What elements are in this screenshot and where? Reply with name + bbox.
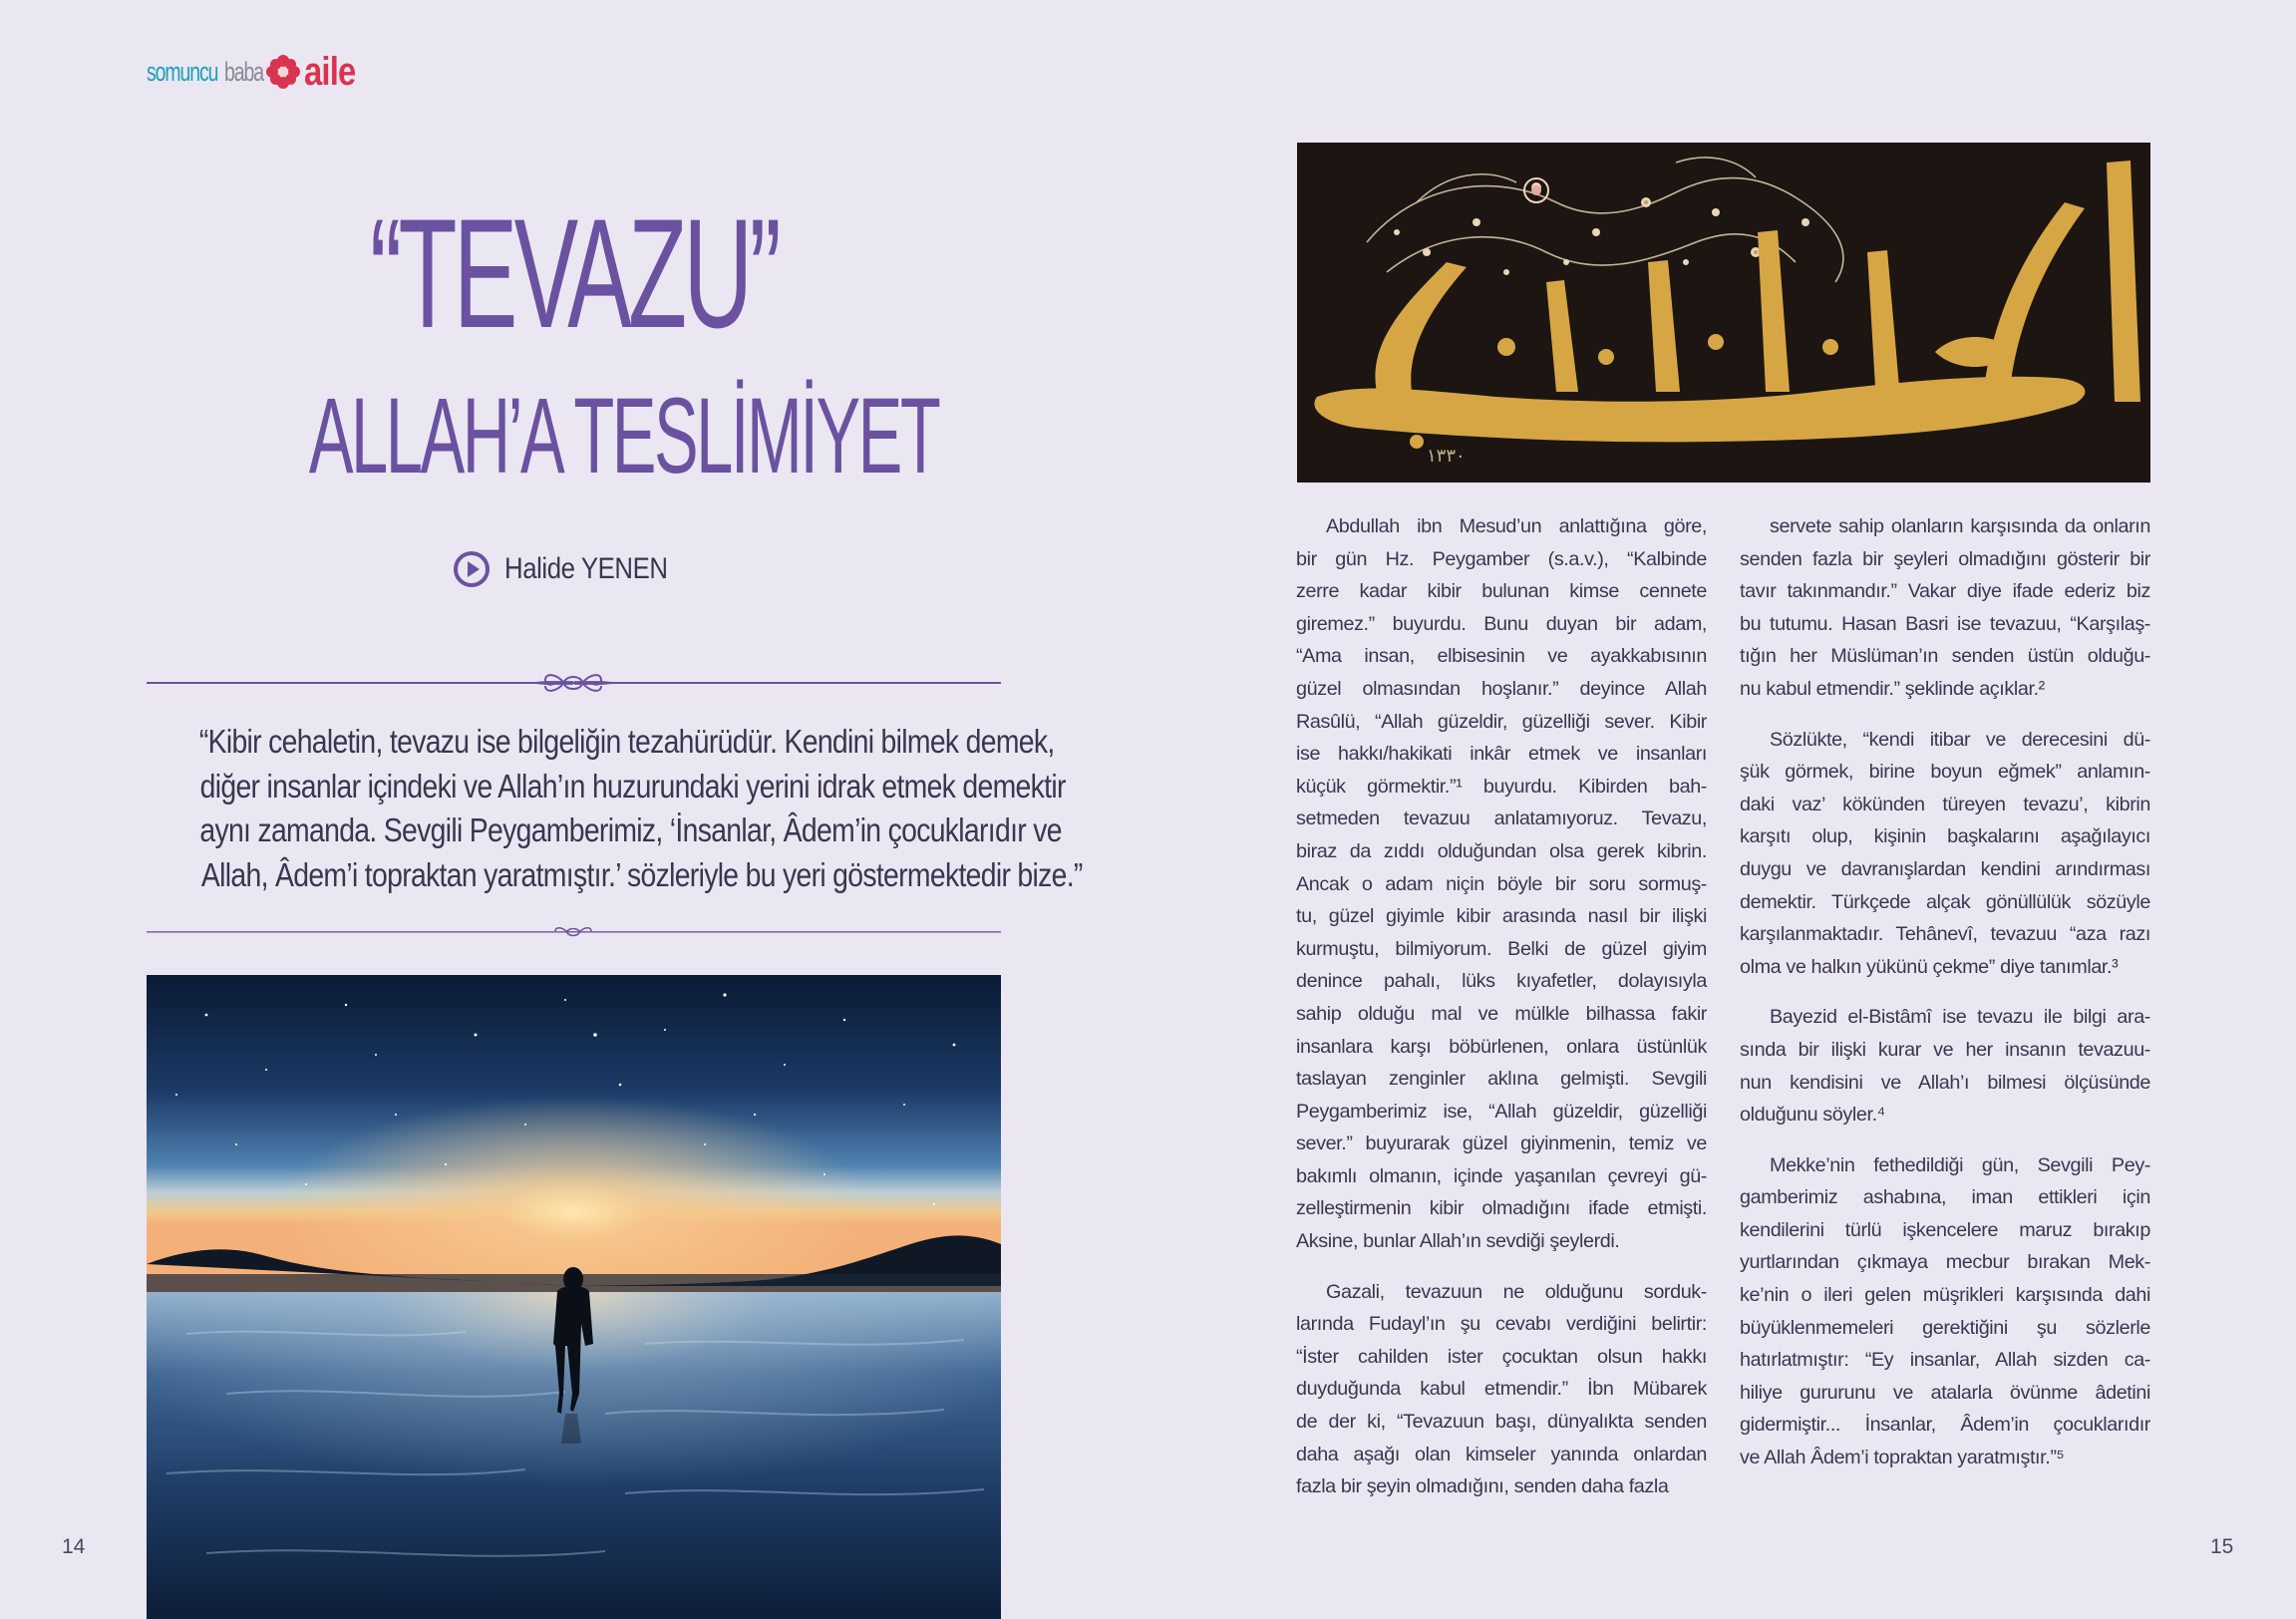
body-line: Sözlükte, “kendi itibar ve derecesini dü- — [1770, 728, 2150, 751]
brand-part-somuncu: somuncu — [147, 56, 218, 87]
body-line: ve Allah Âdem’i topraktan yaratmıştır.”⁵ — [1740, 1447, 2065, 1469]
body-line: karşıtı olup, kişinin başkalarını aşağılayıcı — [1740, 825, 2150, 848]
body-column-left — [1296, 510, 1707, 1521]
pull-quote — [130, 720, 1083, 897]
body-line: duyduğunda kabul etmendir.” İbn Mübarek — [1296, 1378, 1707, 1401]
body-paragraph — [1740, 510, 2150, 706]
body-line: “Ama insan, elbisesinin ve ayakkabısının — [1296, 645, 1707, 668]
body-line: Ancak o adam niçin böyle bir soru sormuş- — [1296, 872, 1707, 895]
body-line: demektir. Türkçede alçak gönüllülük sözüyle — [1740, 890, 2150, 913]
pull-quote-line: diğer insanlar içindeki ve Allah’ın huzurundaki yerini idrak etmek demektir — [199, 767, 1066, 805]
body-line: tu, güzel giyimle kibir arasında nasıl bir ilişki — [1296, 905, 1707, 928]
body-line: nun kendisini ve Allah’ı bilmesi ölçüsünde — [1740, 1071, 2150, 1094]
body-line: kurmuştu, bilmiyorum. Belki de güzel giyim — [1296, 937, 1707, 960]
body-line: hiliye gururunu ve atalarla övünme âdetini — [1740, 1381, 2150, 1404]
page-number-right: 15 — [2210, 1535, 2234, 1558]
article-subtitle: ALLAH’A TESLİMİYET — [308, 375, 939, 495]
body-line: denince pahalı, lüks kıyafetler, dolayısıyla — [1296, 970, 1707, 993]
calligraphy-photo — [1297, 143, 2150, 483]
brand-part-baba: baba — [224, 56, 263, 87]
body-line: bir gün Hz. Peygamber (s.a.v.), “Kalbinde — [1296, 547, 1707, 570]
body-line: hatırlatmıştır: “Ey insanlar, Allah sizden ca- — [1740, 1349, 2150, 1372]
body-line: olma ve halkın yükünü çekme” diye tanımlar.³ — [1740, 955, 2119, 978]
body-line: şük görmek, birine boyun eğmek” anlamın- — [1740, 761, 2150, 784]
ornament-divider-bottom — [147, 922, 1001, 942]
body-line: Gazali, tevazuun ne olduğunu sorduk- — [1326, 1280, 1707, 1303]
body-line: Mekke’nin fethedildiği gün, Sevgili Pey- — [1770, 1153, 2150, 1176]
body-line: ise hakkı/hakikati inkâr etmek ve insanları — [1296, 743, 1707, 766]
body-line: gamberimiz ashabına, iman ettikleri için — [1740, 1186, 2150, 1209]
body-paragraph — [1740, 1149, 2150, 1474]
body-line: küçük görmektir.”¹ buyurdu. Kibirden bah- — [1296, 775, 1707, 798]
pull-quote-line: Allah, Âdem’i topraktan yaratmıştır.’ sözleriyle bu yeri göstermektedir bize.” — [200, 855, 1083, 893]
calligraphy-date: ١٣٣٠ — [1427, 446, 1466, 467]
body-line: gidermiştir... İnsanlar, Âdem’in çocuklarıdır — [1740, 1414, 2150, 1437]
body-line: daki vaz’ kökünden türeyen tevazu’, kibrin — [1740, 793, 2150, 815]
body-line: de der ki, “Tevazuun başı, dünyalıkta senden — [1296, 1411, 1707, 1434]
body-line: “İster cahilden ister çocuktan olsun hakkı — [1296, 1345, 1707, 1368]
author-byline — [147, 550, 1001, 588]
body-line: yurtlarından çıkmaya mecbur bırakan Mek- — [1740, 1251, 2150, 1274]
body-line: giremez.” buyurdu. Bunu duyan bir adam, — [1296, 612, 1707, 635]
body-line: Aksine, bunlar Allah’ın sevdiği şeylerdi. — [1296, 1230, 1620, 1253]
body-line: sever.” buyurarak güzel giyinmenin, temiz ve — [1296, 1133, 1707, 1155]
body-line: Peygamberimiz ise, “Allah güzeldir, güzelliği — [1296, 1100, 1707, 1123]
body-line: nu kabul etmendir.” şeklinde açıklar.² — [1740, 677, 2045, 700]
body-line: duygu ve davranışlardan kendini arındırması — [1740, 857, 2150, 880]
night-landscape-illustration — [147, 975, 1001, 1619]
pull-quote-line: aynı zamanda. Sevgili Peygamberimiz, ‘İnsanlar, Âdem’in çocuklarıdır ve — [199, 811, 1062, 848]
body-line: güzel olmasından hoşlanır.” deyince Allah — [1296, 677, 1707, 700]
page-number-left: 14 — [62, 1535, 86, 1558]
ornament-divider-top — [147, 668, 1001, 698]
body-paragraph — [1296, 1276, 1707, 1503]
body-line: larında Fudayl’ın şu cevabı verdiğini belirtir: — [1296, 1313, 1707, 1336]
flower-icon — [265, 54, 301, 90]
body-line: sahip olduğu mal ve mülkle bilhassa fakir — [1296, 1002, 1707, 1025]
body-line: bakımlı olmanın, içinde yaşanılan çevreyi gü- — [1296, 1164, 1707, 1187]
play-circle-icon — [453, 550, 491, 588]
body-paragraph — [1296, 510, 1707, 1258]
night-landscape-photo — [147, 975, 1001, 1619]
body-line: Rasûlü, “Allah güzeldir, güzelliği sever. Kibir — [1296, 710, 1707, 733]
body-line: karşılanmaktadır. Tehânevî, tevazuu “aza razı — [1740, 923, 2150, 946]
body-line: tığın her Müslüman’ın senden üstün olduğu- — [1740, 645, 2150, 668]
body-line: daha aşağı olan kimseler yanında onlardan — [1296, 1443, 1707, 1465]
calligraphy-illustration — [1297, 143, 2150, 483]
body-line: kendilerini türlü işkencelere maruz bırakıp — [1740, 1218, 2150, 1241]
body-line: ke’nin o ileri gelen müşrikleri karşısında dahi — [1740, 1284, 2150, 1307]
body-paragraph — [1740, 1001, 2150, 1131]
body-line: Abdullah ibn Mesud’un anlattığına göre, — [1326, 515, 1707, 537]
body-line: olduğunu söyler.⁴ — [1740, 1104, 1885, 1127]
author-name: Halide YENEN — [504, 552, 668, 585]
body-line: insanlara karşı böbürlenen, onlara üstünlük — [1296, 1035, 1707, 1058]
brand-part-aile: aile — [304, 49, 356, 94]
pull-quote-line: “Kibir cehaletin, tevazu ise bilgeliğin tezahürüdür. Kendini bilmek demek, — [198, 723, 1055, 760]
brand-logo — [147, 50, 367, 94]
body-line: servete sahip olanların karşısında da onların — [1770, 515, 2150, 537]
article-title: “TEVAZU” — [369, 187, 779, 361]
body-line: zelleştirmenin kibir olmadığını ifade etmişti. — [1296, 1197, 1707, 1220]
body-line: sında bir ilişki kurar ve her insanın tevazuu- — [1740, 1038, 2150, 1061]
body-line: taslayan zenginler aklına gelmişti. Sevgili — [1296, 1068, 1707, 1091]
body-line: setmeden tevazuu anlatamıyoruz. Tevazu, — [1296, 808, 1707, 830]
body-line: bu tutumu. Hasan Basri ise tevazuu, “Karşılaş- — [1740, 612, 2150, 635]
body-line: büyüklenmemeleri gerektiğini şu sözlerle — [1740, 1316, 2150, 1339]
body-line: tavır takınmandır.” Vakar diye ifade ederiz biz — [1740, 580, 2150, 603]
body-line: fazla bir şeyin olmadığını, senden daha fazla — [1296, 1475, 1669, 1498]
body-line: senden fazla bir şeyleri olmadığını gösterir bir — [1740, 547, 2150, 570]
body-line: zerre kadar kibir bulunan kimse cennete — [1296, 580, 1707, 603]
body-line: Bayezid el-Bistâmî ise tevazu ile bilgi ara- — [1770, 1006, 2150, 1029]
body-paragraph — [1740, 724, 2150, 984]
body-column-right — [1740, 510, 2150, 1492]
body-line: biraz da zıddı olduğundan olsa gerek kibrin. — [1296, 839, 1707, 862]
